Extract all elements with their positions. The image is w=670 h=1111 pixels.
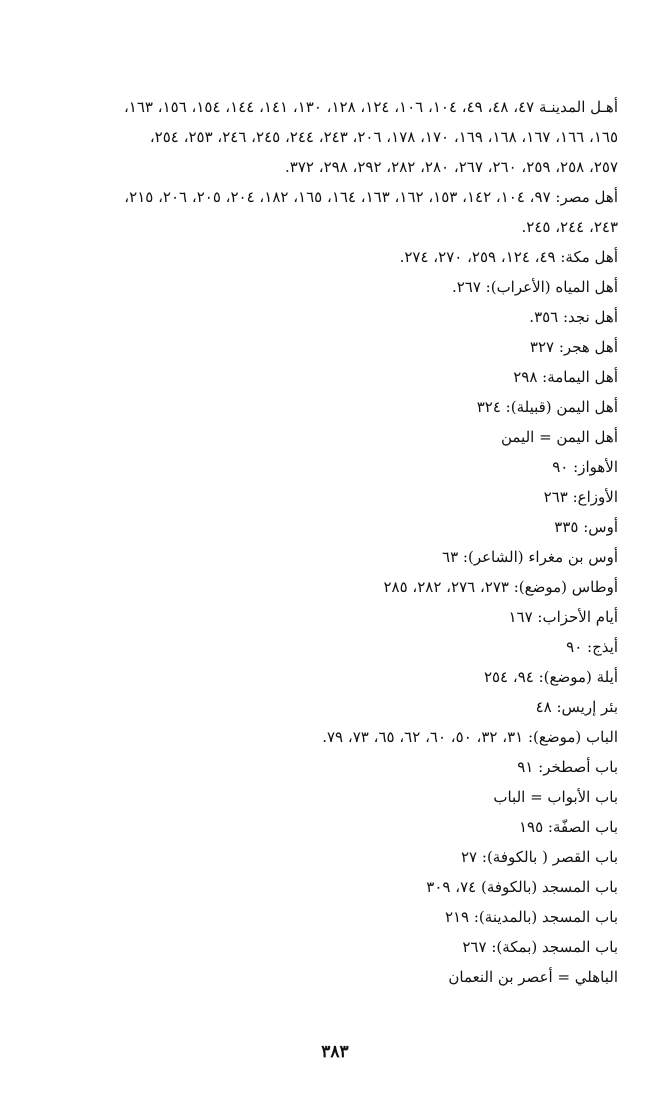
- index-entry-line: باب المسجد (بالكوفة) ٧٤، ٣٠٩: [426, 878, 618, 896]
- index-entry: [52, 392, 618, 422]
- index-entry-line: أيلة (موضع): ٩٤، ٢٥٤: [483, 668, 618, 686]
- index-entry: [52, 242, 618, 272]
- index-entry: [52, 542, 618, 572]
- index-entry-line: الباب (موضع): ٣١، ٣٢، ٥٠، ٦٠، ٦٢، ٦٥، ٧٣، ٧٩.: [322, 728, 618, 746]
- index-entry-line: أيذج: ٩٠: [566, 638, 618, 656]
- index-entry-line: الأوزاع: ٢٦٣: [543, 488, 618, 506]
- index-entry-line: أيام الأحزاب: ١٦٧: [508, 608, 618, 626]
- index-entry-line: أهل مكة: ٤٩، ١٢٤، ٢٥٩، ٢٧٠، ٢٧٤.: [399, 248, 618, 266]
- index-entry-line: باب أصطخر: ٩١: [517, 758, 618, 776]
- index-entry-line: باب الصفّة: ١٩٥: [518, 818, 618, 836]
- index-entry-line: باب المسجد (بالمدينة): ٢١٩: [444, 908, 618, 926]
- index-entry: [52, 362, 618, 392]
- index-entry: [52, 962, 618, 992]
- index-entry-line: ٢٤٣، ٢٤٤، ٢٤٥.: [521, 218, 618, 236]
- index-entry-line: ٢٥٧، ٢٥٨، ٢٥٩، ٢٦٠، ٢٦٧، ٢٨٠، ٢٨٢، ٢٩٢، ٢٩٨، ٣٧٢.: [285, 158, 618, 176]
- index-entry-line: أهل هجر: ٣٢٧: [529, 338, 618, 356]
- index-entry: [52, 92, 618, 182]
- index-entry: [52, 692, 618, 722]
- index-entry-line: أوطاس (موضع): ٢٧٣، ٢٧٦، ٢٨٢، ٢٨٥: [383, 578, 618, 596]
- index-entry-line: أهل اليمامة: ٢٩٨: [513, 368, 618, 386]
- index-entry-line: أهل اليمن (قبيلة): ٣٢٤: [476, 398, 618, 416]
- index-entry-line: باب القصر ( بالكوفة): ٢٧: [461, 848, 618, 866]
- index-entry: [52, 782, 618, 812]
- index-entry: [52, 302, 618, 332]
- index-entry: [52, 482, 618, 512]
- index-entry-line: الباهلي = أعصر بن النعمان: [448, 968, 618, 986]
- index-entry: [52, 722, 618, 752]
- index-entry: [52, 842, 618, 872]
- index-entry-line: ١٦٥، ١٦٦، ١٦٧، ١٦٨، ١٦٩، ١٧٠، ١٧٨، ٢٠٦، ٢٤٣، ٢٤٤، ٢٤٥، ٢٤٦، ٢٥٣، ٢٥٤،: [149, 128, 618, 146]
- index-entry: [52, 752, 618, 782]
- index-entry-line: أهل مصر: ٩٧، ١٠٤، ١٤٢، ١٥٣، ١٦٢، ١٦٣، ١٦٤، ١٦٥، ١٨٢، ٢٠٤، ٢٠٥، ٢٠٦، ٢١٥،: [124, 188, 618, 206]
- index-entry-line: باب المسجد (بمكة): ٢٦٧: [462, 938, 618, 956]
- index-entry: [52, 182, 618, 242]
- index-entry: [52, 662, 618, 692]
- index-entry-line: أهل اليمن = اليمن: [500, 428, 618, 446]
- index-entry: [52, 812, 618, 842]
- index-entry: [52, 872, 618, 902]
- index-entry: [52, 332, 618, 362]
- index-entry-line: بئر إريس: ٤٨: [535, 698, 618, 716]
- index-entry: [52, 602, 618, 632]
- index-entry: [52, 452, 618, 482]
- index-entry-line: أوس بن مغراء (الشاعر): ٦٣: [442, 548, 618, 566]
- index-entry-line: أهـل المدينـة ٤٧، ٤٨، ٤٩، ١٠٤، ١٠٦، ١٢٤، ١٢٨، ١٣٠، ١٤١، ١٤٤، ١٥٤، ١٥٦، ١٦٣،: [123, 98, 618, 116]
- index-entry: [52, 902, 618, 932]
- index-entry: [52, 512, 618, 542]
- index-entry-line: أهل المياه (الأعراب): ٢٦٧.: [451, 278, 618, 296]
- index-entry-line: الأهواز: ٩٠: [552, 458, 618, 476]
- index-entry-line: أهل نجد: ٣٥٦.: [529, 308, 618, 326]
- index-entry-line: أوس: ٣٣٥: [554, 518, 618, 536]
- index-entries-list: [52, 92, 618, 992]
- index-entry: [52, 422, 618, 452]
- index-entry: [52, 932, 618, 962]
- index-entry: [52, 632, 618, 662]
- index-entry: [52, 572, 618, 602]
- index-entry: [52, 272, 618, 302]
- page-number: ٣٨٣: [321, 1042, 349, 1062]
- index-entry-line: باب الأبواب = الباب: [493, 788, 618, 806]
